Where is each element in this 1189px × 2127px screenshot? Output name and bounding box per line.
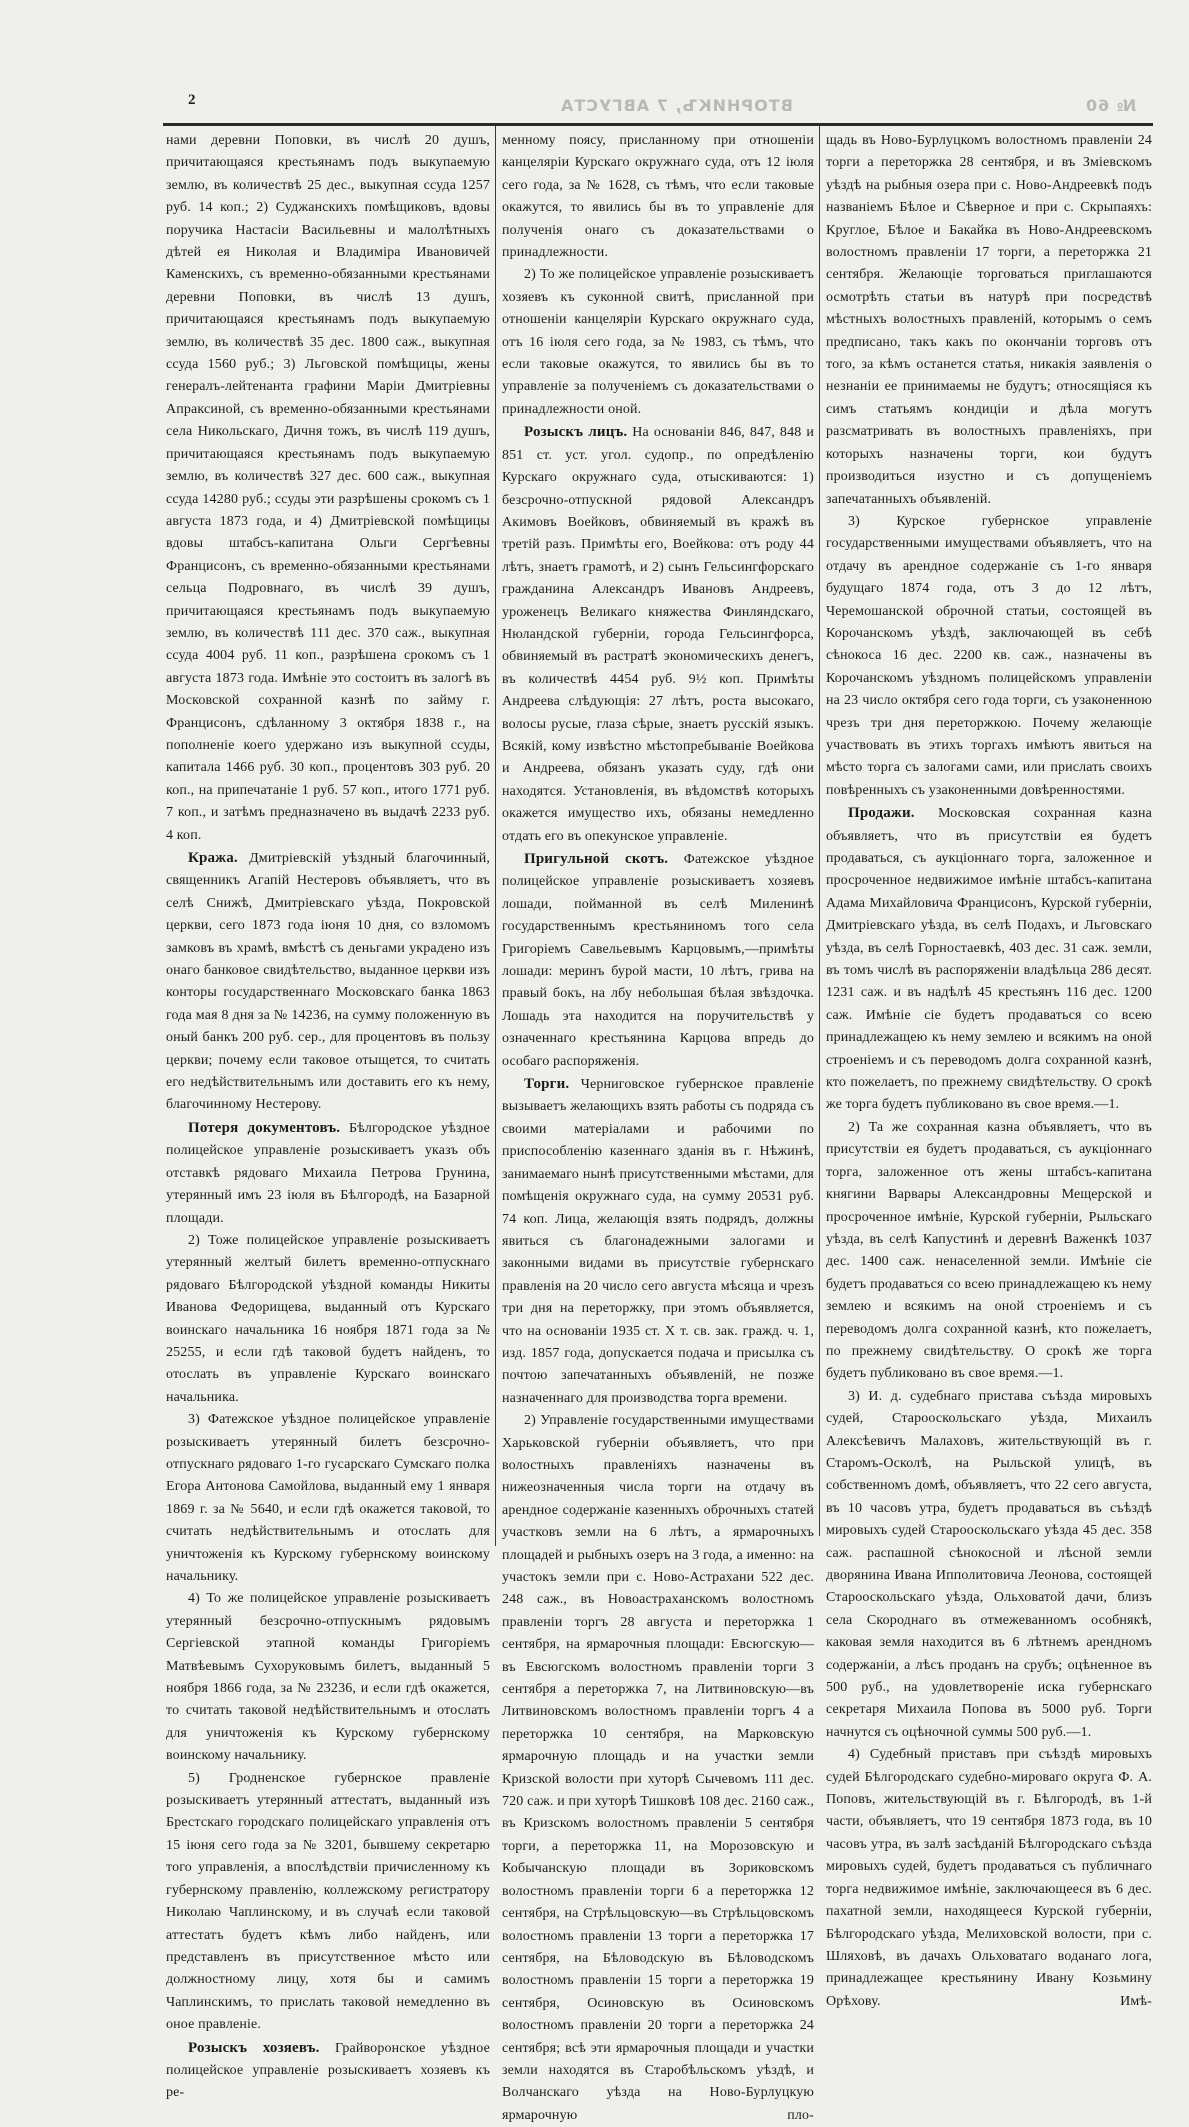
section-heading: Торги. <box>524 1076 570 1093</box>
notice-paragraph <box>502 264 814 421</box>
notice-paragraph <box>166 1230 490 1409</box>
notice-paragraph <box>166 1409 490 1588</box>
notice-paragraph <box>166 847 490 1117</box>
section-heading: Продажи. <box>848 805 915 822</box>
notice-paragraph <box>826 511 1152 802</box>
column-divider <box>819 126 820 1536</box>
notice-text: щадь въ Ново-Бурлуцкомъ волостномъ правленіи 24 торги а переторжка 28 сентября, и въ Зміевскомъ уѣздѣ на рыбныя озера при с. Ново-Андреевкѣ подъ названіемъ Бѣлое и Сѣверное и при с. Скрыпаяхъ: Круглое, Бѣлое и Бакайка въ Ново-Андреевскомъ волостномъ правленіи 17 торги, а переторжка 21 сентября. Желающіе торговаться приглашаются осмотрѣть статьи въ натурѣ при посредствѣ мѣстныхъ волостныхъ правленій, которымъ о семъ предписано, такъ какъ по окончаніи торговъ отъ того, за кѣмъ останется статья, никакія заявленія о незнаніи ее принимаемы не будутъ; относящіяся къ симъ статьямъ кондиціи и дѣла могутъ разсматривать въ волостныхъ правленіяхъ, при которыхъ назначены торги, кои будутъ производиться изустно и съ допущеніемъ запечатанныхъ объявленій. <box>826 133 1152 507</box>
notice-text: Бѣлгородское уѣздное полицейское управленіе розыскиваетъ указъ объ отставкѣ рядоваго Михаила Петрова Грунина, утерянный имъ 23 іюля въ Бѣлгородѣ, на Базарной площади. <box>166 1120 490 1226</box>
section-heading: Пригульной скотъ. <box>524 851 669 867</box>
column-2 <box>502 130 814 2127</box>
notice-paragraph <box>502 421 814 848</box>
notice-text: 3) Фатежское уѣздное полицейское управленіе розыскиваетъ утерянный билетъ безсрочно-отпускнаго рядоваго 1-го гусарскаго Сумскаго полка Егора Антонова Самойлова, выданный ему 1 января 1869 г. за № 5640, и если гдѣ окажется таковой, то считать недѣйствительнымъ и отослать для уничтоженія къ Курскому губернскому воинскому начальнику. <box>166 1412 490 1584</box>
notice-text: Грайворонское уѣздное полицейское управленіе розыскиваетъ хозяевъ къ ре- <box>166 2040 490 2101</box>
notice-text: Фатежское уѣздное полицейское управленіе розыскиваетъ хозяевъ лошади, пойманной въ селѣ Миленинѣ государственнымъ крестьяниномъ того села Григоріемъ Савельевымъ Карцовымъ,—примѣты лошади: меринъ бурой масти, 10 лѣтъ, грива на правый бокъ, на лбу небольшая бѣлая звѣздочка. Лошадь эта находится на поручительствѣ у означеннаго крестьянина Карцова впредь до особаго распоряженія. <box>502 852 814 1069</box>
notice-paragraph <box>166 130 490 847</box>
page-number: 2 <box>188 92 196 108</box>
notice-paragraph <box>826 1744 1152 2013</box>
notice-paragraph <box>826 802 1152 1117</box>
section-heading: Кража. <box>188 850 238 866</box>
notice-text: менному поясу, присланному при отношеніи канцеляріи Курскаго окружнаго суда, отъ 12 іюля сего года, за № 1628, съ тѣмъ, что если таковые окажутся, то явились бы въ то управленіе для полученія онаго съ доказательствами о принадлежности. <box>502 133 814 261</box>
notice-text: нами деревни Поповки, въ числѣ 20 душъ, причитающаяся крестьянамъ подъ выкупаемую землю, въ количествѣ 25 дес., выкупная ссуда 1257 руб. 14 коп.; 2) Суджанскихъ помѣщиковъ, вдовы поручика Настасіи Васильевны и малолѣтныхъ дѣтей ея Николая и Владиміра Ивановичей Каменскихъ, съ временно-обязанными крестьянами деревни Поповки, въ числѣ 13 душъ, причитающаяся крестьянамъ подъ выкупаемую землю, въ количествѣ 35 дес. 1800 саж., выкупная ссуда 1560 руб.; 3) Льговской помѣщицы, жены генералъ-лейтенанта графини Маріи Дмитріевны Апраксиной, съ временно-обязанными крестьянами села Никольскаго, Дичня тожъ, въ числѣ 119 душъ, причитающаяся крестьянамъ подъ выкупаемую землю, въ количествѣ 327 дес. 600 саж., выкупная ссуда 14280 руб.; ссуды эти разрѣшены срокомъ съ 1 августа 1873 года, и 4) Дмитріевской помѣщицы вдовы штабсъ-капитана Ольги Сергѣевны Францисонъ, съ временно-обязанными крестьянами сельца Подровнаго, въ числѣ 39 душъ, причитающаяся крестьянамъ подъ выкупаемую землю, въ количествѣ 111 дес. 370 саж., выкупная ссуда 4004 руб. 11 коп., разрѣшена срокомъ съ 1 августа 1873 года. Имѣніе это состоитъ въ залогѣ въ Московской сохранной казнѣ по займу г. Францисонъ, сдѣланному 3 октября 1838 г., на пополненіе коего удержано изъ выкупной ссуды, капитала 1466 руб. 30 коп., процентовъ 303 руб. 20 коп., на припечатаніе 1 руб. 57 коп., итого 1771 руб. 7 коп., и затѣмъ предназначено въ выдачѣ 2233 руб. 4 коп. <box>166 133 490 843</box>
notice-paragraph <box>502 130 814 264</box>
bleed-through-header-title: ВТОРНИКЪ, 7 АВГУСТА <box>560 96 793 115</box>
section-heading: Розыскъ хозяевъ. <box>188 2039 320 2056</box>
notice-text: 2) То же полицейское управленіе розыскиваетъ хозяевъ къ суконной свитѣ, присланной при отношеніи канцеляріи Курскаго окружнаго суда, отъ 16 іюля сего года, за № 1983, съ тѣмъ, что если таковые окажутся, то явились бы въ то управленіе за полученіемъ съ доказательствами о принадлежности оной. <box>502 267 814 417</box>
notice-paragraph <box>166 1588 490 1767</box>
notice-text: 4) Судебный приставъ при съѣздѣ мировыхъ судей Бѣлгородскаго судебно-мироваго округа Ф. А. Поповъ, жительствующій въ г. Бѣлгородѣ, въ 1-й части, объявляетъ, что 19 сентября 1873 года, въ 10 часовъ утра, въ залѣ засѣданій Бѣлгородскаго съѣзда мировыхъ судей, будетъ продаваться съ публичнаго торга недвижимое имѣніе, заключающееся въ 6 дес. пахатной земли, находящееся Курской губерніи, Бѣлгородскаго уѣзда, Мелиховской волости, при с. Шляховѣ, въ дачахъ Ольховатаго воданаго лога, принадлежащее крестьянину Ивану Козьмину Орѣхову. Имѣ- <box>826 1747 1152 2009</box>
notice-text: Черниговское губернское правленіе вызываетъ желающихъ взять работы съ подряда съ своими матеріалами и рабочими по приспособленію казеннаго зданія въ г. Нѣжинѣ, занимаемаго нынѣ присутственными мѣстами, для помѣщенія окружнаго суда, на сумму 20531 руб. 74 коп. Лица, желающія взять подрядъ, должны явиться съ благонадежными залогами и законными видами въ присутствіе губернскаго правленія на 20 число сего августа мѣсяца и чрезъ три дня на переторжку, при этомъ объявляется, что на основаніи 1935 ст. X т. св. зак. гражд. ч. 1, изд. 1857 года, допускается подача и присылка съ почтою запечатанныхъ объявленій, не позже назначеннаго для производства торга времени. <box>502 1077 814 1406</box>
notice-paragraph <box>826 1117 1152 1386</box>
header-rule <box>163 123 1153 126</box>
notice-paragraph <box>502 848 814 1073</box>
bleed-through-header-number: № 60 <box>1085 96 1137 115</box>
notice-text: На основаніи 846, 847, 848 и 851 ст. уст. угол. судопр., по опредѣленію Курскаго окружнаго суда, отыскиваются: 1) безсрочно-отпускной рядовой Александръ Акимовъ Воейковъ, обвиняемый въ кражѣ въ третій разъ. Примѣты его, Воейкова: отъ роду 44 лѣтъ, знаетъ грамотѣ, и 2) сынъ Гельсингфорскаго гражданина Александръ Ивановъ Андреевъ, уроженецъ Великаго княжества Финляндскаго, Нюландской губерніи, города Гельсингфорса, обвиняемый въ растратѣ экономическихъ денегъ, въ количествѣ 4454 руб. 9½ коп. Примѣты Андреева слѣдующія: 27 лѣтъ, роста высокаго, волосы русые, глаза сѣрые, знаетъ русскій языкъ. Всякій, кому извѣстно мѣстопребываніе Воейкова и Андреева, обязанъ указать суду, гдѣ они находятся. Установленія, въ вѣдомствѣ которыхъ окажется имущество ихъ, обязаны немедленно отдать его въ опекунское управленіе. <box>502 425 814 844</box>
notice-paragraph <box>502 1073 814 1410</box>
notice-paragraph <box>166 1117 490 1230</box>
notice-paragraph <box>166 2037 490 2105</box>
notice-paragraph <box>166 1768 490 2037</box>
notice-text: 2) Управленіе государственными имуществами Харьковской губерніи объявляетъ, что при волостныхъ правленіяхъ назначены въ нижеозначенныя числа торги на отдачу въ арендное содержаніе казенныхъ оброчныхъ статей участковъ земли на 6 лѣтъ, а ярмарочныхъ площадей и рыбныхъ озеръ на 3 года, а именно: на участокъ земли при с. Ново-Астрахани 522 дес. 248 саж., въ Новоастраханскомъ волостномъ правленіи торгъ 28 августа и переторжка 1 сентября, на ярмарочныя площади: Евсюгскую—въ Евсюгскомъ волостномъ правленіи торги 3 сентября а переторжка 7, на Литвиновскую—въ Литвиновскомъ волостномъ правленіи торгъ 4 а переторжка 10 сентября, на Марковскую ярмарочную площадь и на участки земли Кризской волости при хуторѣ Сычевомъ 111 дес. 720 саж. и при хуторѣ Тишковѣ 108 дес. 2160 саж., въ Кризскомъ волостномъ правленіи 5 сентября торги, а переторжка 11, на Морозовскую и Кобычанскую площади въ Зориковскомъ волостномъ правленіи торги 6 а переторжка 12 сентября, на Стрѣльцовскую—въ Стрѣльцовскомъ волостномъ правленіи 13 торги а переторжка 17 сентября, на Бѣловодскую въ Бѣловодскомъ волостномъ правленіи 15 торги а переторжка 19 сентября, Осиновскую въ Осиновскомъ волостномъ правленіи 20 торги а переторжка 24 сентября; всѣ эти ярмарочныя площади и участки земли находятся въ Старобѣльскомъ уѣздѣ, и Волчанскаго уѣзда на Ново-Бурлуцкую ярмарочную пло- <box>502 1413 814 2123</box>
notice-text: Московская сохранная казна объявляетъ, что въ присутствіи ея будетъ продаваться, съ аукціоннаго торга, заложенное и просроченное недвижимое имѣніе штабсъ-капитана Адама Михайловича Францисонъ, Курской губерніи, Дмитріевскаго уѣзда, въ селѣ Подахъ, и Льговскаго уѣзда, въ селѣ Горностаевкѣ, 403 дес. 31 саж. земли, въ томъ числѣ въ распоряженіи владѣльца 286 десят. 1231 саж. и въ надѣлѣ 45 крестьянъ 116 дес. 1200 саж. Имѣніе сіе будетъ продаваться со всею принадлежащею къ нему землею и всякимъ на оной строеніемъ и съ переводомъ долга сохранной казнѣ, кто пожелаетъ, по прежнему свидѣтельству. О срокѣ же торга будетъ публиковано въ свое время.—1. <box>826 806 1152 1113</box>
notice-text: 2) Тоже полицейское управленіе розыскиваетъ утерянный желтый билетъ временно-отпускнаго рядоваго Бѣлгородской уѣздной команды Никиты Иванова Федорищева, выданный отъ Курскаго воинскаго начальника 16 ноября 1871 года за № 25255, и если гдѣ таковой будетъ найденъ, то отослать въ управленіе Курскаго воинскаго начальника. <box>166 1232 490 1405</box>
notice-text: 2) Та же сохранная казна объявляетъ, что въ присутствіи ея будетъ продаваться, съ аукціоннаго торга, заложенное отъ жены штабсъ-капитана княгини Варвары Александровны Мещерской и просроченное имѣніе, Курской губерніи, Рыльскаго уѣзда, въ селѣ Капустинѣ и деревнѣ Важенкѣ 1037 дес. 1400 саж. ненаселенной земли. Имѣніе сіе будетъ продаваться со всею принадлежащею къ нему землею и всякимъ на оной строеніемъ и съ переводомъ долга сохранной казнѣ, кто пожелаетъ, по прежнему свидѣтельству. О срокѣ же торга будетъ публиковано въ свое время.—1. <box>826 1119 1152 1382</box>
column-3 <box>826 130 1152 2013</box>
section-heading: Розыскъ лицъ. <box>524 424 628 441</box>
column-divider <box>495 126 496 1546</box>
notice-text: 3) Курское губернское управленіе государственными имуществами объявляетъ, что на отдачу въ арендное содержаніе съ 1-го января будущаго 1874 года, отъ 3 до 12 лѣтъ, Черемошанской оброчной статьи, состоящей въ Корочанскомъ уѣздѣ, заключающей въ себѣ сѣнокоса 16 дес. 2200 кв. саж., назначены въ Корочанскомъ уѣздномъ полицейскомъ управленіи на 23 число октября сего года торги, съ узаконенною чрезъ три дня переторжкою. Почему желающіе участвовать въ этихъ торгахъ имѣютъ явиться на мѣсто торга съ залогами сами, или прислать своихъ повѣренныхъ съ узаконенными довѣренностями. <box>826 513 1152 798</box>
column-1 <box>166 130 490 2105</box>
notice-paragraph <box>826 1386 1152 1745</box>
notice-text: 4) То же полицейское управленіе розыскиваетъ утерянный безсрочно-отпускнымъ рядовымъ Сергіевской этапной команды Григоріемъ Матвѣевымъ Сухоруковымъ билетъ, выданный 5 ноября 1866 года, за № 23236, и если гдѣ окажется, то считать таковой недѣйствительнымъ и отослать для уничтоженія къ Курскому губернскому воинскому начальнику. <box>166 1591 490 1764</box>
notice-paragraph <box>826 130 1152 511</box>
notice-text: 3) И. д. судебнаго пристава съѣзда мировыхъ судей, Старооскольскаго уѣзда, Михаилъ Алексѣевичъ Малаховъ, жительствующій въ г. Старомъ-Осколѣ, на Рыльской улицѣ, въ собственномъ домѣ, объявляетъ, что 22 сего августа, въ 10 часовъ утра, будетъ продаваться въ съѣздѣ мировыхъ судей Старооскольскаго уѣзда 45 дес. 358 саж. распашной сѣнокосной и лѣсной земли дворянина Ивана Ипполитовича Леонова, состоящей Старооскольскаго уѣзда, Ольховатой дачи, близъ села Скороднаго въ отмежеванномъ особнякѣ, каковая земля находится въ 6 лѣтнемъ арендномъ содержаніи, а лѣсъ проданъ на срубъ; оцѣненное въ 500 руб., на удовлетвореніе иска губернскаго секретаря Михаила Попова въ 5000 руб. Торги начнутся съ оцѣночной суммы 500 руб.—1. <box>826 1388 1152 1740</box>
notice-text: Дмитріевскій уѣздный благочинный, священникъ Агапій Нестеровъ объявляетъ, что въ селѣ Снижѣ, Дмитріевскаго уѣзда, Покровской церкви, сего 1873 года іюня 10 дня, со взломомъ замковъ въ храмѣ, вмѣстѣ съ деньгами украдено изъ онаго банковое свидѣтельство, выданное церкви изъ конторы государственнаго Московскаго банка 1863 года мая 8 дня за № 14236, на сумму положенную въ оный банкъ 200 руб. сер., для процентовъ въ пользу церкви; почему если таковое отыщется, то считать его недѣйствительнымъ или доставить его къ нему, благочинному Нестерову. <box>166 851 490 1113</box>
notice-text: 5) Гродненское губернское правленіе розыскиваетъ утерянный аттестатъ, выданный изъ Брестскаго городскаго полицейскаго управленія отъ 15 іюня сего года за № 3201, бывшему секретарю того управленія, а впослѣдствіи причисленному къ губернскому правленію, коллежскому регистратору Николаю Чаплинскому, и въ случаѣ если таковой аттестатъ будетъ кѣмъ либо найденъ, или представленъ въ присутственное мѣсто или должностному лицу, хотя бы и самимъ Чаплинскимъ, то прислать таковой немедленно въ оное правленіе. <box>166 1770 490 2033</box>
notice-paragraph <box>502 1410 814 2127</box>
section-heading: Потеря документовъ. <box>188 1119 341 1136</box>
